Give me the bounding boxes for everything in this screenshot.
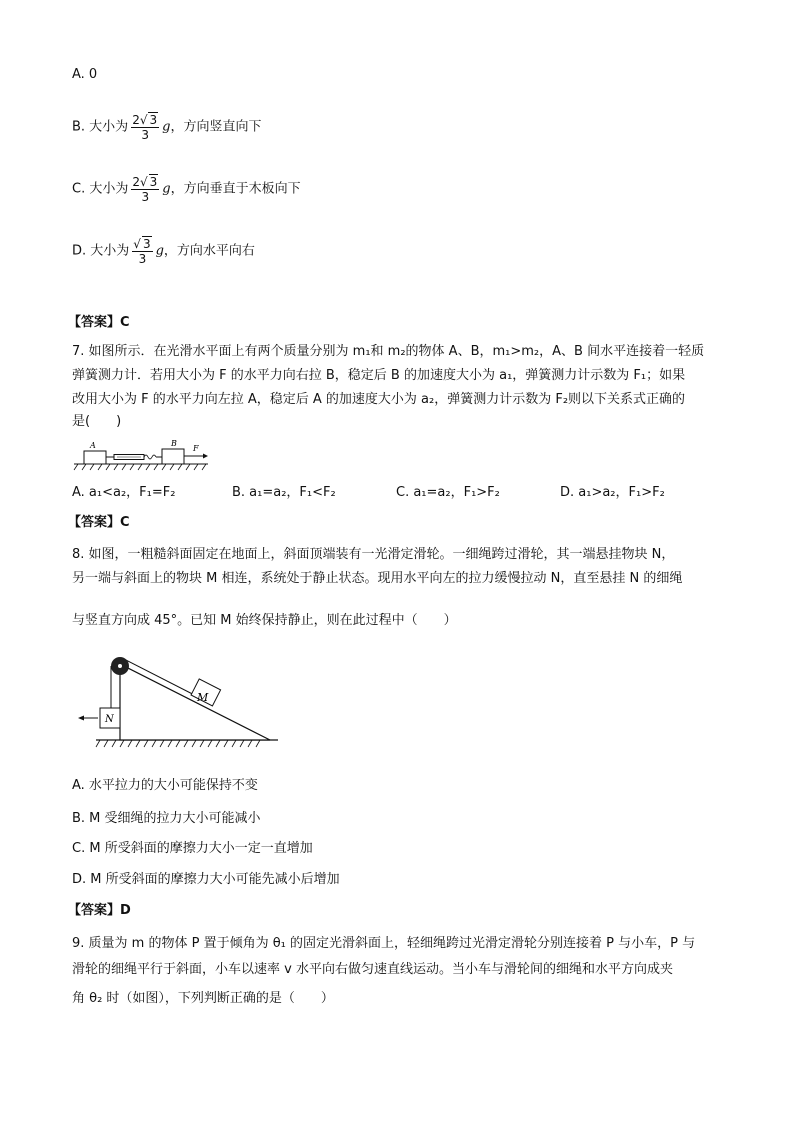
q8-label-n: N <box>105 714 114 725</box>
q7-option-b: B. a₁=a₂，F₁<F₂ <box>232 485 336 500</box>
q6-option-a: A. 0 <box>72 67 98 82</box>
q6-option-d-direction: ，方向水平向右 <box>163 243 255 259</box>
q9-stem-line-2: 滑轮的细绳平行于斜面，小车以速率 v 水平向右做匀速直线运动。当小车与滑轮间的细绳和水平方向成夹 <box>72 962 673 977</box>
q6-option-c-root: 3 <box>149 175 158 189</box>
q6-option-c-fraction: $\frac{2√ 3}{3}$ <box>132 175 158 204</box>
q6-option-d-den: 3 <box>138 252 147 266</box>
q7-stem-line-2: 弹簧测力计．若用大小为 F 的水平力向右拉 B，稳定后 B 的加速度大小为 a₁，弹簧测力计示数为 F₁；如果 <box>72 368 686 383</box>
q6-option-d-prefix: D. 大小为 <box>72 243 130 259</box>
q6-option-d-root: 3 <box>142 237 151 251</box>
q6-option-d-g: g <box>155 243 164 259</box>
q6-option-b-prefix: B. 大小为 <box>72 119 129 135</box>
q7-option-c: C. a₁=a₂，F₁>F₂ <box>396 485 500 500</box>
q6-option-c <box>72 174 301 204</box>
q7-stem-line-3: 改用大小为 F 的水平力向左拉 A，稳定后 A 的加速度大小为 a₂，弹簧测力计示数为 F₂则以下关系式正确的 <box>72 392 686 407</box>
q8-option-a: A. 水平拉力的大小可能保持不变 <box>72 778 258 793</box>
q6-option-d <box>72 236 255 266</box>
q7-stem-line-1: 7. 如图所示．在光滑水平面上有两个质量分别为 m₁和 m₂的物体 A、B，m₁>m₂，A、B 间水平连接着一轻质 <box>72 344 705 359</box>
q7-answer: 【答案】C <box>68 515 130 530</box>
q6-option-b-direction: ，方向竖直向下 <box>170 119 262 135</box>
q8-figure <box>72 650 282 750</box>
q7-label-a: A <box>90 441 96 450</box>
q8-option-c: C. M 所受斜面的摩擦力大小一定一直增加 <box>72 841 313 856</box>
q6-answer: 【答案】C <box>68 315 130 330</box>
q7-block-a <box>84 451 106 464</box>
q7-block-b <box>162 449 184 464</box>
q9-stem-line-1: 9. 质量为 m 的物体 P 置于倾角为 θ₁ 的固定光滑斜面上，轻细绳跨过光滑定滑轮分别连接着 P 与小车，P 与 <box>72 936 696 951</box>
q8-option-b: B. M 受细绳的拉力大小可能减小 <box>72 811 261 826</box>
q7-option-a: A. a₁<a₂，F₁=F₂ <box>72 485 176 500</box>
q8-option-d: D. M 所受斜面的摩擦力大小可能先减小后增加 <box>72 872 340 887</box>
q6-option-c-den: 3 <box>141 190 150 204</box>
q7-option-d: D. a₁>a₂，F₁>F₂ <box>560 485 665 500</box>
q8-stem-line-2: 另一端与斜面上的物块 M 相连，系统处于静止状态。现用水平向左的拉力缓慢拉动 N，直至悬挂 N 的细绳 <box>72 571 683 586</box>
q7-figure <box>72 437 212 473</box>
q9-stem-line-3: 角 θ₂ 时（如图），下列判断正确的是（ ） <box>72 991 334 1006</box>
q8-answer: 【答案】D <box>68 903 131 918</box>
q6-option-b-g: g <box>162 119 171 135</box>
q8-incline <box>120 664 270 740</box>
q6-option-c-prefix: C. 大小为 <box>72 181 129 197</box>
q6-option-b-coef: 2 <box>132 113 140 127</box>
q8-stem-line-3: 与竖直方向成 45°。已知 M 始终保持静止，则在此过程中（ ） <box>72 613 457 628</box>
q6-option-b-root: 3 <box>149 113 158 127</box>
q7-label-f: F <box>193 444 199 453</box>
q7-stem-line-4: 是( ) <box>72 414 122 429</box>
q8-label-m: M <box>197 691 209 704</box>
q7-label-b: B <box>171 439 177 448</box>
q8-stem-line-1: 8. 如图，一粗糙斜面固定在地面上，斜面顶端装有一光滑定滑轮。一细绳跨过滑轮，其一端悬挂物块 N， <box>72 547 675 562</box>
q6-option-b-fraction: $\frac{2√ 3}{3}$ <box>132 113 158 142</box>
q6-option-d-fraction: $\frac{√ 3}{3}$ <box>133 237 151 266</box>
q6-option-c-direction: ，方向垂直于木板向下 <box>170 181 301 197</box>
q6-option-c-coef: 2 <box>132 175 140 189</box>
q6-option-c-g: g <box>162 181 171 197</box>
q6-option-b <box>72 112 261 142</box>
q6-option-b-den: 3 <box>141 128 149 142</box>
